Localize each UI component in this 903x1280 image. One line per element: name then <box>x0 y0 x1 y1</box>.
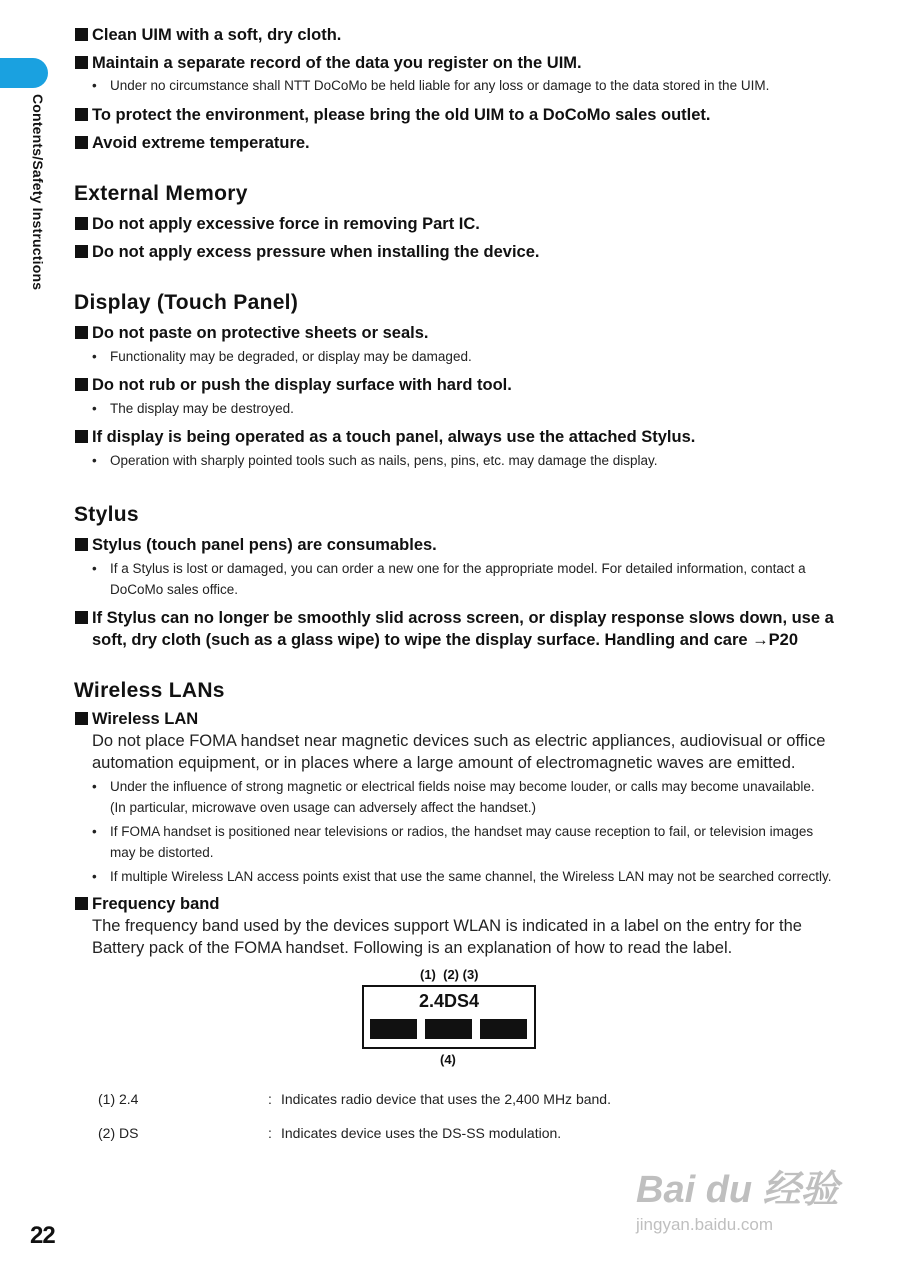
definition-colon: : <box>268 1125 272 1141</box>
label-bottom-marker: (4) <box>440 1052 456 1067</box>
frequency-band-paragraph: The frequency band used by the devices support WLAN is indicated in a label on the entry for the Battery pack of the FOMA handset. Following is an explanation of how to read the label. <box>92 917 802 957</box>
bullet-dot-icon: • <box>92 779 97 794</box>
wireless-lan-paragraph: Do not place FOMA handset near magnetic devices such as electric appliances, audiovisual or office automation equipment, or in places where a large amount of electromagnetic waves are emitted. <box>92 732 826 772</box>
square-bullet-icon <box>75 712 88 725</box>
label-definitions <box>74 1089 834 1157</box>
uim-heading-3: To protect the environment, please bring the old UIM to a DoCoMo sales outlet. <box>74 104 834 126</box>
square-bullet-icon <box>75 245 88 258</box>
display-heading-1: Do not paste on protective sheets or seals. <box>74 322 834 344</box>
uim-heading-2: Maintain a separate record of the data you register on the UIM. <box>74 52 834 74</box>
frequency-label-diagram <box>74 967 834 1089</box>
definition-key: (1) 2.4 <box>98 1091 139 1107</box>
square-bullet-icon <box>75 217 88 230</box>
definition-key: (2) DS <box>98 1125 139 1141</box>
label-band-bar-2 <box>425 1019 472 1039</box>
square-bullet-icon <box>75 28 88 41</box>
wireless-lan-bullet-2: • If FOMA handset is positioned near televisions or radios, the handset may cause reception to fail, or television images may be distorted. <box>74 821 834 863</box>
definition-value: Indicates device uses the DS-SS modulation. <box>281 1125 562 1141</box>
watermark-url: jingyan.baidu.com <box>636 1215 774 1234</box>
stylus-heading-2: If Stylus can no longer be smoothly slid across screen, or display response slows down, use a soft, dry cloth (such as a glass wipe) to wipe the display surface. Handling and care →P20 <box>74 607 834 651</box>
label-code: 2.4DS4 <box>418 991 480 1011</box>
external-memory-heading-1: Do not apply excessive force in removing Part IC. <box>74 213 834 235</box>
bullet-dot-icon: • <box>92 561 97 576</box>
square-bullet-icon <box>75 538 88 551</box>
section-title-external-memory: External Memory <box>74 182 248 205</box>
definition-row <box>74 1089 834 1123</box>
bullet-dot-icon: • <box>92 824 97 839</box>
wireless-lan-bullet-3: • If multiple Wireless LAN access points exist that use the same channel, the Wireless LAN may not be searched correctly. <box>74 866 834 887</box>
square-bullet-icon <box>75 56 88 69</box>
wireless-lan-bullet-1: • Under the influence of strong magnetic or electrical fields noise may become louder, or calls may become unavailable. (In particular, microwave oven usage can adversely affect the handset.) <box>74 776 834 818</box>
square-bullet-icon <box>75 108 88 121</box>
square-bullet-icon <box>75 326 88 339</box>
square-bullet-icon <box>75 611 88 624</box>
definition-row <box>74 1123 834 1157</box>
square-bullet-icon <box>75 378 88 391</box>
display-heading-2: Do not rub or push the display surface with hard tool. <box>74 374 834 396</box>
square-bullet-icon <box>75 897 88 910</box>
section-title-wireless-lans: Wireless LANs <box>74 679 225 702</box>
label-box <box>362 985 536 1049</box>
stylus-heading-1: Stylus (touch panel pens) are consumables. <box>74 534 834 556</box>
bullet-dot-icon: • <box>92 349 97 364</box>
bullet-dot-icon: • <box>92 869 97 884</box>
display-bullet-2: • The display may be destroyed. <box>74 398 834 419</box>
display-bullet-3: • Operation with sharply pointed tools such as nails, pens, pins, etc. may damage the display. <box>74 450 834 471</box>
baidu-watermark <box>636 1158 839 1235</box>
page-number: 22 <box>30 1222 55 1249</box>
sidebar-section-label: Contents/Safety Instructions <box>30 94 46 291</box>
bullet-dot-icon: • <box>92 401 97 416</box>
section-tab-marker <box>0 58 48 88</box>
definition-value: Indicates radio device that uses the 2,400 MHz band. <box>281 1091 611 1107</box>
label-band-bar-1 <box>370 1019 417 1039</box>
uim-heading-1: Clean UIM with a soft, dry cloth. <box>74 24 834 46</box>
section-title-display: Display (Touch Panel) <box>74 291 299 314</box>
external-memory-heading-2: Do not apply excess pressure when installing the device. <box>74 241 834 263</box>
bullet-dot-icon: • <box>92 78 97 93</box>
watermark-logo: Bai du 经验 <box>636 1169 839 1211</box>
bullet-dot-icon: • <box>92 453 97 468</box>
display-bullet-1: • Functionality may be degraded, or display may be damaged. <box>74 346 834 367</box>
section-title-stylus: Stylus <box>74 503 139 526</box>
main-content <box>74 24 834 1157</box>
stylus-bullet-1: • If a Stylus is lost or damaged, you can order a new one for the appropriate model. For detailed information, contact a DoCoMo sales office. <box>74 558 834 600</box>
uim-heading-4: Avoid extreme temperature. <box>74 132 834 154</box>
square-bullet-icon <box>75 136 88 149</box>
uim-bullet-1: • Under no circumstance shall NTT DoCoMo be held liable for any loss or damage to the data stored in the UIM. <box>74 75 834 96</box>
square-bullet-icon <box>75 430 88 443</box>
display-heading-3: If display is being operated as a touch panel, always use the attached Stylus. <box>74 426 834 448</box>
label-band-bar-3 <box>480 1019 527 1039</box>
label-top-markers: (1) (2) (3) <box>420 967 479 982</box>
definition-colon: : <box>268 1091 272 1107</box>
frequency-band-heading: Frequency band <box>74 893 834 915</box>
wireless-lan-heading: Wireless LAN <box>74 708 834 730</box>
